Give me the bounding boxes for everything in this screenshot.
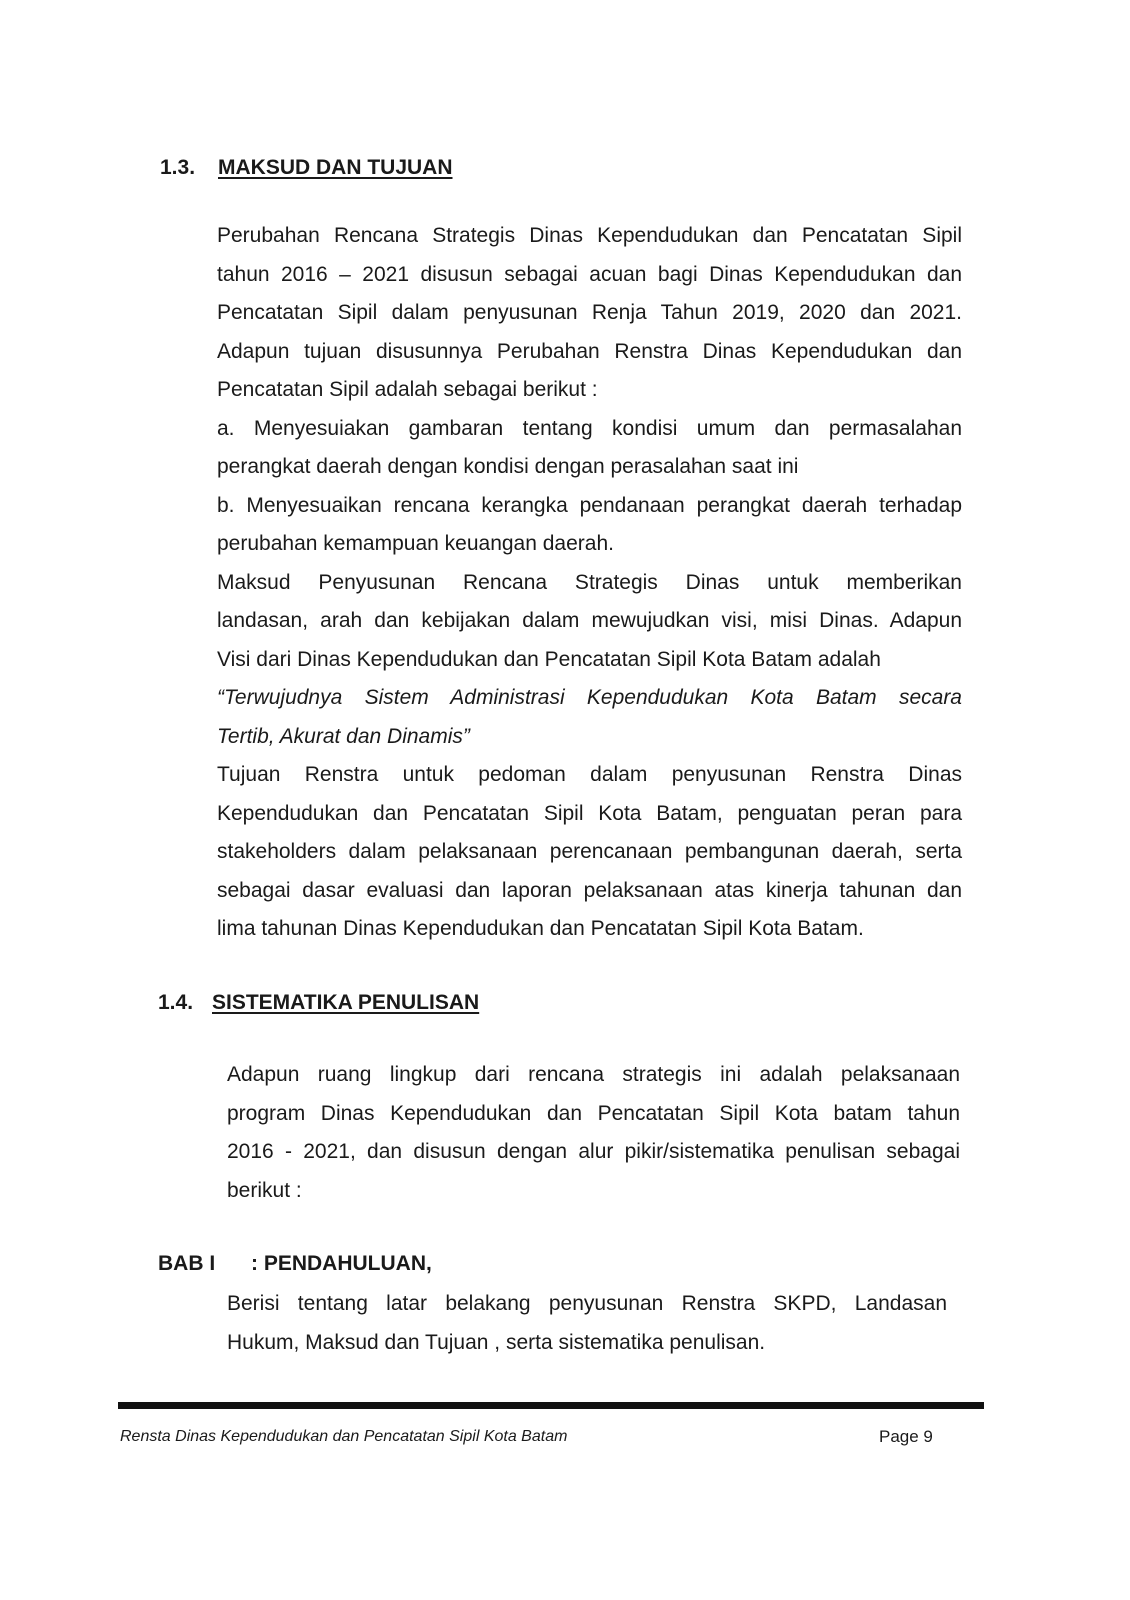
paragraph-line: Kependudukan dan Pencatatan Sipil Kota Batam, penguatan peran para [217,801,962,825]
vision-statement: “Terwujudnya Sistem Administrasi Kependudukan Kota Batam secara [217,686,962,709]
section-1-4-body [227,1056,960,1210]
paragraph-line: berikut : [227,1178,302,1202]
paragraph-line: Perubahan Rencana Strategis Dinas Kependudukan dan Pencatatan Sipil [217,224,962,247]
paragraph-line: tahun 2016 – 2021 disusun sebagai acuan bagi Dinas Kependudukan dan [217,262,962,286]
bab-description [227,1285,947,1362]
bab-heading [158,1252,558,1282]
paragraph-line: Visi dari Dinas Kependudukan dan Pencatatan Sipil Kota Batam adalah [217,647,881,671]
list-item-b-cont: perubahan kemampuan keuangan daerah. [217,532,614,555]
paragraph-line: Adapun tujuan disusunnya Perubahan Renstra Dinas Kependudukan dan [217,339,962,363]
paragraph-line: Tujuan Renstra untuk pedoman dalam penyusunan Renstra Dinas [217,763,962,786]
paragraph-line: 2016 - 2021, dan disusun dengan alur pikir/sistematika penulisan sebagai [227,1140,960,1163]
section-title: MAKSUD DAN TUJUAN [218,156,453,179]
list-item-a-cont: perangkat daerah dengan kondisi dengan perasalahan saat ini [217,455,799,478]
paragraph-line: sebagai dasar evaluasi dan laporan pelaksanaan atas kinerja tahunan dan [217,878,962,902]
section-heading-1-4 [158,991,578,1021]
footer-rule [118,1402,984,1409]
bab-label: BAB I [158,1252,216,1275]
paragraph-line: lima tahunan Dinas Kependudukan dan Pencatatan Sipil Kota Batam. [217,917,864,940]
footer-page-number: Page 9 [879,1427,933,1446]
paragraph-line: stakeholders dalam pelaksanaan perencanaan pembangunan daerah, serta [217,840,962,863]
paragraph-line: Adapun ruang lingkup dari rencana strategis ini adalah pelaksanaan [227,1063,960,1086]
paragraph-line: Pencatatan Sipil dalam penyusunan Renja Tahun 2019, 2020 dan 2021. [217,301,962,324]
vision-statement-cont: Tertib, Akurat dan Dinamis” [217,724,470,748]
section-title: SISTEMATIKA PENULISAN [212,991,480,1014]
section-number: 1.4. [158,991,194,1014]
paragraph-line: Maksud Penyusunan Rencana Strategis Dinas untuk memberikan [217,570,962,594]
list-item-a: a. Menyesuiakan gambaran tentang kondisi umum dan permasalahan [217,416,962,440]
section-heading-1-3 [160,156,580,186]
paragraph-line: landasan, arah dan kebijakan dalam mewujudkan visi, misi Dinas. Adapun [217,609,962,632]
footer-document-title: Rensta Dinas Kependudukan dan Pencatatan Sipil Kota Batam [120,1428,568,1445]
paragraph-line: Berisi tentang latar belakang penyusunan Renstra SKPD, Landasan [227,1292,947,1315]
bab-title: : PENDAHULUAN, [251,1252,432,1275]
paragraph-line: program Dinas Kependudukan dan Pencatatan Sipil Kota batam tahun [227,1101,960,1125]
section-1-3-body [217,217,962,949]
section-number: 1.3. [160,156,196,179]
paragraph-line: Pencatatan Sipil adalah sebagai berikut : [217,378,598,401]
list-item-b: b. Menyesuaikan rencana kerangka pendanaan perangkat daerah terhadap [217,493,962,517]
paragraph-line: Hukum, Maksud dan Tujuan , serta sistematika penulisan. [227,1330,766,1354]
